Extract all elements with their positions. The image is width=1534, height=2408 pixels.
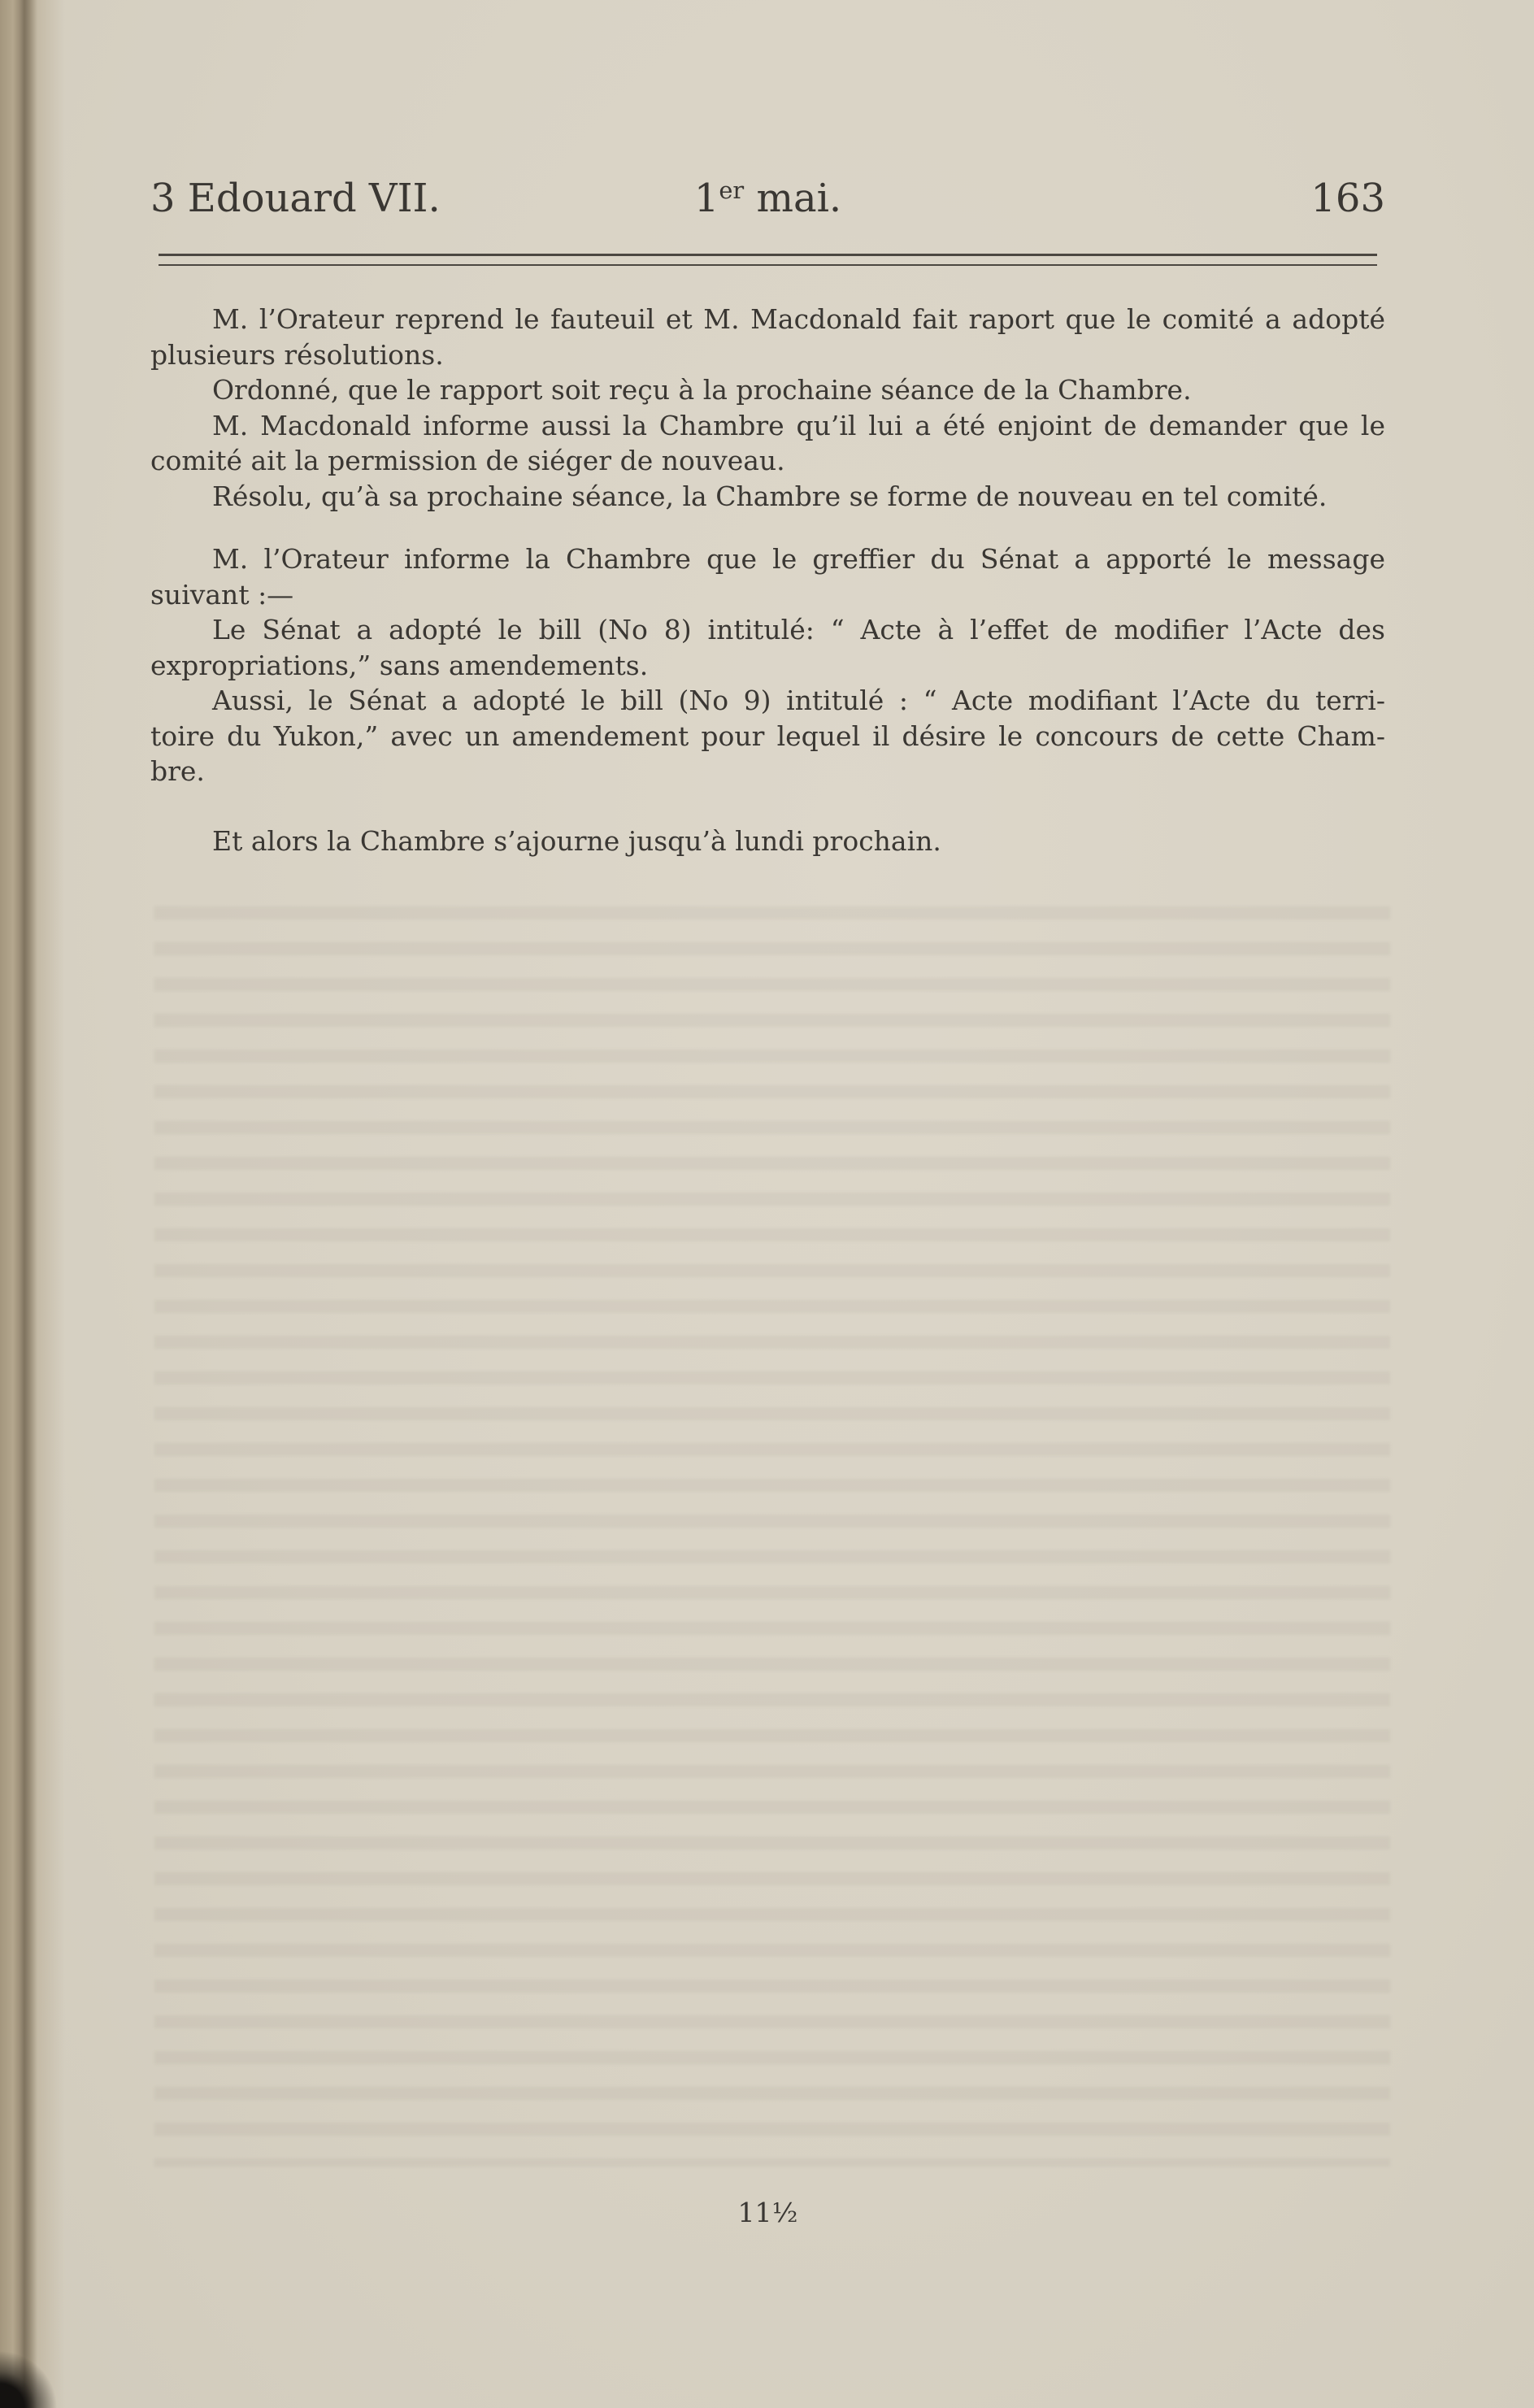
text-line: comité ait la permission de siéger de nouveau. xyxy=(150,445,785,476)
paragraph xyxy=(150,824,1385,859)
text-line: Et alors la Chambre s’ajourne jusqu’à lundi prochain. xyxy=(212,824,941,857)
paragraph xyxy=(150,541,1385,612)
text-line: Résolu, qu’à sa prochaine séance, la Chambre se forme de nouveau en tel comité. xyxy=(212,480,1328,512)
paragraph xyxy=(150,683,1385,789)
date-day-suffix: er xyxy=(719,176,745,205)
paragraph xyxy=(150,372,1385,408)
regnal-year: 3 Edouard VII. xyxy=(150,176,441,221)
page-number: 163 xyxy=(1310,176,1385,221)
rule-line xyxy=(159,254,1377,256)
sitting-date xyxy=(150,174,1385,223)
paragraph xyxy=(150,479,1385,515)
text-line: Le Sénat a adopté le bill (No 8) intitulé: “ Acte à l’effet de modifier l’Acte des xyxy=(212,614,1385,645)
book-gutter xyxy=(0,0,65,2408)
text-line: M. l’Orateur informe la Chambre que le greffier du Sénat a apporté le message xyxy=(212,543,1385,575)
text-line: expropriations,” sans amendements. xyxy=(150,649,649,681)
show-through-text xyxy=(154,906,1390,2167)
journal-text xyxy=(150,302,1385,858)
scan-corner-shadow xyxy=(0,2351,57,2408)
date-month: mai. xyxy=(756,176,842,221)
text-line: Aussi, le Sénat a adopté le bill (No 9) intitulé : “ Acte modifiant l’Acte du terri- xyxy=(212,685,1385,716)
text-line: plusieurs résolutions. xyxy=(150,338,444,371)
text-line: Ordonné, que le rapport soit reçu à la prochaine séance de la Chambre. xyxy=(212,374,1192,406)
text-line: M. l’Orateur reprend le fauteuil et M. Macdonald fait raport que le comité a adopté xyxy=(212,303,1385,335)
signature-mark: 11½ xyxy=(737,2197,798,2228)
rule-line xyxy=(159,264,1377,266)
paragraph xyxy=(150,612,1385,683)
paragraph xyxy=(150,302,1385,372)
paragraph xyxy=(150,408,1385,479)
text-line: suivant :— xyxy=(150,578,294,611)
text-line: M. Macdonald informe aussi la Chambre qu’il lui a été enjoint de demander que le xyxy=(212,409,1385,441)
text-line: bre. xyxy=(150,755,205,787)
running-head xyxy=(150,174,1385,223)
date-day: 1 xyxy=(693,176,719,221)
text-line: toire du Yukon,” avec un amendement pour lequel il désire le concours de cette Cham- xyxy=(150,719,1385,752)
